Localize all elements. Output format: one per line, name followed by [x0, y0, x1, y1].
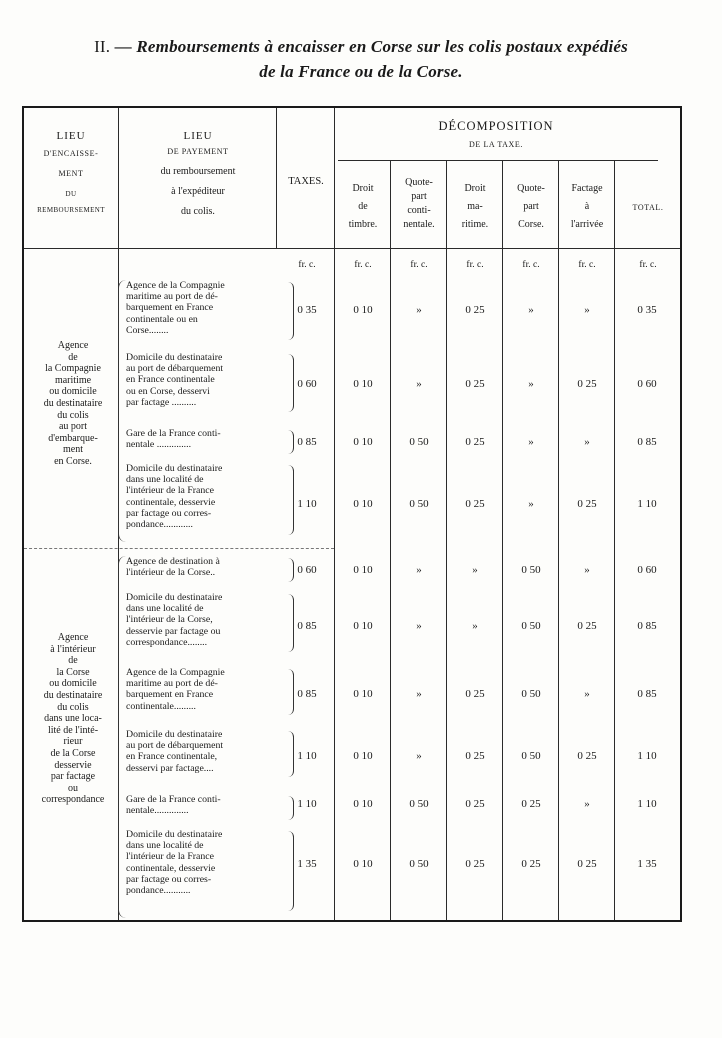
- cell-droit-timbre: 0 10: [353, 798, 373, 810]
- cell-quote-part-corse: »: [528, 498, 534, 510]
- cell-taxes: 1 10: [297, 498, 317, 510]
- unit-label: fr. c.: [522, 260, 540, 270]
- cell-total: 1 10: [637, 798, 657, 810]
- cell-quote-part-continentale: »: [416, 378, 422, 390]
- header-droit-maritime: Droit ma- ritime.: [461, 183, 489, 230]
- cell-total: 0 85: [637, 620, 657, 632]
- header-droit-timbre: Droit de timbre.: [348, 183, 378, 230]
- cell-total: 0 85: [637, 688, 657, 700]
- header-quote-part-corse: Quote- part Corse.: [517, 183, 545, 230]
- cell-factage: »: [584, 688, 590, 700]
- unit-label: fr. c.: [466, 260, 484, 270]
- cell-quote-part-continentale: 0 50: [409, 858, 429, 870]
- header-taxes: TAXES.: [288, 176, 324, 187]
- cell-quote-part-continentale: »: [416, 688, 422, 700]
- document-title-line2: [0, 62, 722, 82]
- cell-droit-maritime: 0 25: [465, 436, 485, 448]
- cell-droit-timbre: 0 10: [353, 858, 373, 870]
- cell-quote-part-continentale: »: [416, 750, 422, 762]
- group-label-interieur-corse: Agence à l'intérieur de la Corse ou domicile du destinataire du colis dans une loca- lité de l'inté- rieur de la Corse desservie par factage ou correspondance: [41, 632, 105, 806]
- cell-droit-timbre: 0 10: [353, 688, 373, 700]
- title-text-1: Remboursements à encaisser en Corse sur les colis postaux expédiés: [136, 37, 628, 56]
- cell-taxes: 0 35: [297, 304, 317, 316]
- header-total: TOTAL.: [632, 203, 664, 212]
- decomp-underline: [338, 160, 658, 161]
- unit-label: fr. c.: [354, 260, 372, 270]
- cell-factage: »: [584, 304, 590, 316]
- cell-droit-timbre: 0 10: [353, 750, 373, 762]
- cell-taxes: 0 60: [297, 378, 317, 390]
- cell-total: 1 10: [637, 498, 657, 510]
- cell-droit-maritime: 0 25: [465, 858, 485, 870]
- cell-quote-part-continentale: 0 50: [409, 798, 429, 810]
- cell-factage: 0 25: [577, 750, 597, 762]
- row-description: Agence de la Compagnie maritime au port de dé- barquement en France continentale ou en Corse........: [126, 280, 225, 336]
- row-description: Domicile du destinataire dans une localité de l'intérieur de la France continentale, desservie par factage ou corres- pondance...........: [126, 829, 223, 897]
- cell-total: 0 60: [637, 564, 657, 576]
- cell-total: 0 35: [637, 304, 657, 316]
- cell-droit-maritime: 0 25: [465, 304, 485, 316]
- cell-factage: 0 25: [577, 858, 597, 870]
- cell-total: 0 85: [637, 436, 657, 448]
- document-title-line1: [0, 37, 722, 57]
- cell-total: 0 60: [637, 378, 657, 390]
- cell-droit-timbre: 0 10: [353, 564, 373, 576]
- row-description: Domicile du destinataire dans une localité de l'intérieur de la Corse, desservie par factage ou correspondance........: [126, 592, 223, 648]
- cell-droit-maritime: 0 25: [465, 688, 485, 700]
- header-lieu-encaissement: LIEU D'ENCAISSE- MENT du remboursement: [37, 130, 105, 215]
- cell-quote-part-corse: »: [528, 378, 534, 390]
- cell-droit-maritime: 0 25: [465, 750, 485, 762]
- header-factage-arrivee: Factage à l'arrivée: [570, 183, 604, 230]
- cell-droit-maritime: 0 25: [465, 378, 485, 390]
- cell-quote-part-corse: 0 50: [521, 564, 541, 576]
- cell-factage: 0 25: [577, 498, 597, 510]
- cell-quote-part-continentale: »: [416, 304, 422, 316]
- row-description: Domicile du destinataire au port de débarquement en France continentale ou en Corse, desservi par factage ..........: [126, 352, 224, 408]
- header-rule: [24, 248, 680, 249]
- cell-quote-part-corse: 0 25: [521, 858, 541, 870]
- cell-droit-timbre: 0 10: [353, 378, 373, 390]
- cell-droit-timbre: 0 10: [353, 436, 373, 448]
- header-lieu-payement: LIEU DE PAYEMENT du remboursement à l'expéditeur du colis.: [160, 130, 236, 217]
- cell-droit-timbre: 0 10: [353, 498, 373, 510]
- cell-droit-timbre: 0 10: [353, 620, 373, 632]
- cell-taxes: 0 85: [297, 688, 317, 700]
- cell-droit-maritime: »: [472, 564, 478, 576]
- cell-factage: »: [584, 564, 590, 576]
- group-separator: [24, 548, 334, 549]
- cell-factage: »: [584, 798, 590, 810]
- title-dash: —: [110, 37, 137, 56]
- cell-quote-part-corse: »: [528, 436, 534, 448]
- row-brace: [287, 831, 294, 911]
- header-decomposition-sub: DE LA TAXE.: [468, 140, 524, 149]
- row-description: Domicile du destinataire au port de débarquement en France continentale, desservi par factage....: [126, 729, 224, 774]
- cell-total: 1 10: [637, 750, 657, 762]
- cell-factage: 0 25: [577, 378, 597, 390]
- cell-quote-part-corse: 0 25: [521, 798, 541, 810]
- title-text-2: de la France ou de la Corse.: [259, 62, 463, 81]
- cell-taxes: 1 35: [297, 858, 317, 870]
- row-description: Gare de la France conti- nentale ..............: [126, 428, 221, 451]
- cell-taxes: 0 60: [297, 564, 317, 576]
- col-rule: [276, 108, 277, 248]
- header-decomposition: DÉCOMPOSITION: [438, 119, 554, 133]
- cell-droit-maritime: 0 25: [465, 798, 485, 810]
- unit-label: fr. c.: [639, 260, 657, 270]
- header-quote-part-continentale: Quote- part conti- nentale.: [403, 177, 435, 230]
- cell-factage: 0 25: [577, 620, 597, 632]
- unit-label: fr. c.: [410, 260, 428, 270]
- cell-droit-maritime: 0 25: [465, 498, 485, 510]
- cell-droit-maritime: »: [472, 620, 478, 632]
- cell-total: 1 35: [637, 858, 657, 870]
- row-description: Domicile du destinataire dans une localité de l'intérieur de la France continentale, desservie par factage ou corres- pondance............: [126, 463, 223, 531]
- row-description: Agence de destination à l'intérieur de la Corse..: [126, 556, 220, 579]
- cell-quote-part-continentale: »: [416, 620, 422, 632]
- cell-quote-part-corse: »: [528, 304, 534, 316]
- cell-taxes: 0 85: [297, 620, 317, 632]
- cell-quote-part-continentale: »: [416, 564, 422, 576]
- cell-quote-part-corse: 0 50: [521, 688, 541, 700]
- unit-label: fr. c.: [578, 260, 596, 270]
- cell-droit-timbre: 0 10: [353, 304, 373, 316]
- row-description: Gare de la France conti- nentale..............: [126, 794, 221, 817]
- cell-quote-part-corse: 0 50: [521, 750, 541, 762]
- unit-label: fr. c.: [298, 260, 316, 270]
- cell-quote-part-continentale: 0 50: [409, 498, 429, 510]
- cell-factage: »: [584, 436, 590, 448]
- cell-quote-part-corse: 0 50: [521, 620, 541, 632]
- cell-taxes: 1 10: [297, 750, 317, 762]
- section-number: II.: [94, 37, 111, 56]
- row-description: Agence de la Compagnie maritime au port de dé- barquement en France continentale.........: [126, 667, 225, 712]
- cell-taxes: 0 85: [297, 436, 317, 448]
- cell-quote-part-continentale: 0 50: [409, 436, 429, 448]
- group-label-port-corse: Agence de la Compagnie maritime ou domicile du destinataire du colis au port d'embarque- ment en Corse.: [43, 340, 103, 467]
- cell-taxes: 1 10: [297, 798, 317, 810]
